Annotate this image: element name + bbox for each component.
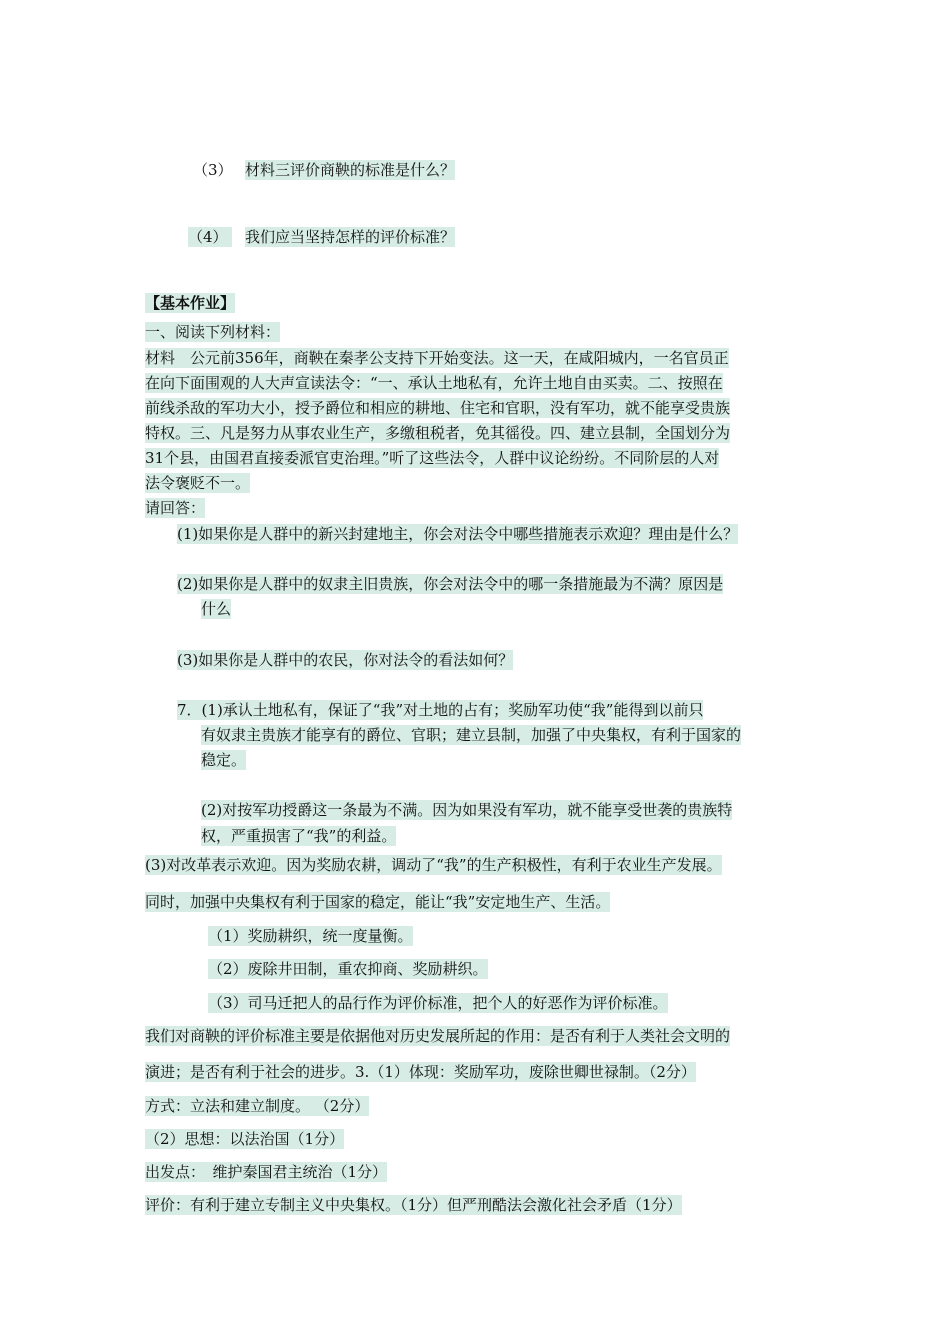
answer-7-line: 稳定。 [201, 751, 247, 769]
material-line: 材料 公元前356年，商鞅在秦孝公支持下开始变法。这一天，在咸阳城内，一名官员正 [145, 349, 729, 367]
question-3-number: （3） [193, 161, 233, 179]
answer-c4: 评价：有利于建立专制主义中央集权。（1分）但严刑酷法会激化社会矛盾（1分） [145, 1196, 682, 1214]
reading-question-1: (1)如果你是人群中的新兴封建地主，你会对法令中哪些措施表示欢迎？理由是什么？ [177, 525, 739, 543]
answer-b2: （2）废除井田制，重农抑商、奖励耕织。 [208, 960, 488, 978]
answer-b1: （1）奖励耕织，统一度量衡。 [208, 927, 413, 945]
answer-c1: 方式：立法和建立制度。 （2分） [145, 1097, 370, 1115]
reading-ask: 请回答： [145, 499, 206, 517]
answer-b4-line: 我们对商鞅的评价标准主要是依据他对历史发展所起的作用：是否有利于人类社会文明的 [145, 1027, 731, 1045]
material-line: 前线杀敌的军功大小，授予爵位和相应的耕地、住宅和官职，没有军功，就不能享受贵族 [145, 399, 731, 417]
section-title: 【基本作业】 [145, 294, 236, 312]
answer-7-2-line: (2)对按军功授爵这一条最为不满。因为如果没有军功，就不能享受世袭的贵族特 [201, 801, 733, 819]
answer-b3: （3）司马迁把人的品行作为评价标准，把个人的好恶作为评价标准。 [208, 994, 668, 1012]
material-line: 法令褒贬不一。 [145, 474, 251, 492]
answer-7-line: 7．(1)承认土地私有，保证了“我”对土地的占有；奖励军功使“我”能得到以前只 [177, 701, 704, 719]
question-3-text: 材料三评价商鞅的标准是什么？ [245, 161, 456, 179]
material-line: 31个县，由国君直接委派官吏治理。”听了这些法令，人群中议论纷纷。不同阶层的人对 [145, 449, 720, 467]
reading-question-2-line: 什么 [201, 600, 232, 618]
answer-7-3-cont: 同时，加强中央集权有利于国家的稳定，能让“我”安定地生产、生活。 [145, 893, 611, 911]
reading-question-2-line: (2)如果你是人群中的奴隶主旧贵族，你会对法令中的哪一条措施最为不满？原因是 [177, 575, 724, 593]
question-4-number: （4） [188, 227, 232, 247]
answer-7-line: 有奴隶主贵族才能享有的爵位、官职；建立县制，加强了中央集权，有利于国家的 [201, 726, 742, 744]
answer-b4-line: 演进；是否有利于社会的进步。3.（1）体现：奖励军功，废除世卿世禄制。（2分） [145, 1063, 696, 1081]
material-line: 特权。三、凡是努力从事农业生产，多缴租税者，免其徭役。四、建立县制，全国划分为 [145, 424, 731, 442]
answer-c3: 出发点： 维护秦国君主统治（1分） [145, 1163, 388, 1181]
answer-7-3: (3)对改革表示欢迎。因为奖励农耕，调动了“我”的生产积极性，有利于农业生产发展。 [145, 856, 722, 874]
reading-intro: 一、阅读下列材料： [145, 323, 281, 341]
reading-question-3: (3)如果你是人群中的农民，你对法令的看法如何？ [177, 651, 514, 669]
material-line: 在向下面围观的人大声宣读法令：“一、承认土地私有，允许土地自由买卖。二、按照在 [145, 374, 723, 392]
question-4-text: 我们应当坚持怎样的评价标准？ [245, 228, 456, 246]
answer-7-2-line: 权，严重损害了“我”的利益。 [201, 827, 397, 845]
answer-c2: （2）思想：以法治国（1分） [145, 1130, 345, 1148]
